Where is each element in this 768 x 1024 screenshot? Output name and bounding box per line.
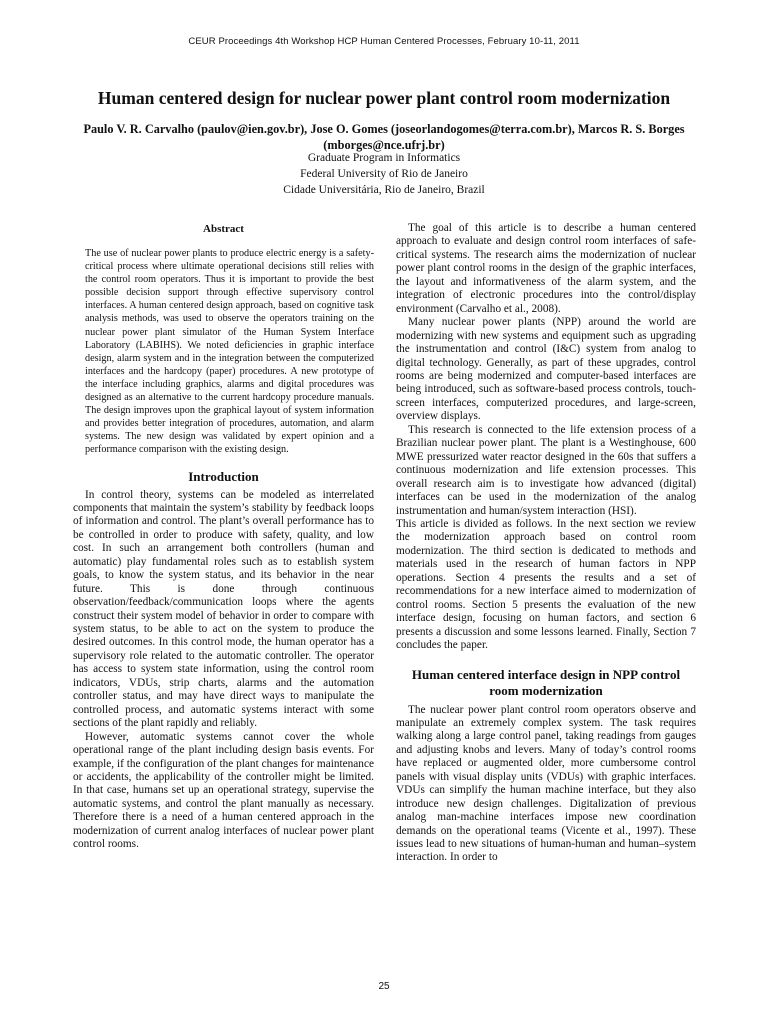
affiliation-location: Cidade Universitária, Rio de Janeiro, Brazil xyxy=(283,184,485,196)
author-list: Paulo V. R. Carvalho (paulov@ien.gov.br), Jose O. Gomes (joseorlandogomes@terra.com.br), Marcos R. S. Borges (mborges@nce.ufrj.br) xyxy=(83,122,685,152)
article-outline-paragraph: This article is divided as follows. In the next section we review the modernization approach based on control room modernization. The third section is dedicated to methods and materials used in the research of human factors in NPP operations. Section 4 presents the results and a set of recommendations for a new interface aimed to modernization of control rooms. Section 5 presents the evaluation of the new interface design, focusing on human factors, and section 6 presents a discussion and some lessons learned. Finally, Section 7 concludes the paper. xyxy=(396,517,696,652)
right-column xyxy=(396,222,696,865)
npp-modernization-paragraph: Many nuclear power plants (NPP) around the world are modernizing with new systems and equipment such as upgrading the instrumentation and control (I&C) system from analog to digital technology. Generally, as part of these upgrades, control rooms are being modernized and computer-based interfaces are being introduced, such as software-based process controls, touch-screen interfaces, computerized procedures, and large-screen, overview displays. xyxy=(396,316,696,423)
introduction-paragraph: In control theory, systems can be modeled as interrelated components that maintain the system’s stability by feedback loops of information and control. The plant’s overall performance has to be controlled in order to produce with safety, quality, and low cost. In such an arrangement both controllers (human and automatic) play fundamental roles such as to establish system goals, to know the system status, and its behavior in the near future. This is done through continuous observation/feedback/communication loops where the agents construct their system model of behavior in order to compare with system status, to be able to act on the system to produce the desired outcomes. In this control mode, the human operator has a supervisory role related to the automatic controller. The operator has access to system state information, using the control room indicators, VDUs, strip charts, alarms and the automation controller status, and may have direct ways to manipulate the controlled process, and automatic systems interact with some sections of the plant rapidly and reliably. xyxy=(73,488,374,730)
affiliation-program: Graduate Program in Informatics xyxy=(307,152,461,164)
running-header: CEUR Proceedings 4th Workshop HCP Human Centered Processes, February 10-11, 2011 xyxy=(188,36,580,47)
abstract-text: The use of nuclear power plants to produce electric energy is a safety-critical process where ultimate operational decisions still relies with the control room operators. Thus it is important to provide the best possible decision support through effective supervisory control interfaces. A human centered design approach, based on cognitive task analysis methods, was used to observe the operators training on the nuclear power plant simulator of the Human System Interface Laboratory (LABIHS). We noted deficiencies in graphic interface design, alarm system and in the integration between the computerized interfaces and the hardcopy (paper) procedures. A new prototype of the interface including graphics, alarms and digital procedures was designed as an alternative to the current hardcopy procedure manuals. The design improves upon the graphical layout of system information and provides better integration of procedures, automation, and alarm systems. The new design was validated by expert opinion and a performance comparison with the existing design. xyxy=(85,248,374,456)
introduction-heading: Introduction xyxy=(188,468,259,484)
control-room-paragraph: The nuclear power plant control room operators observe and manipulate an extremely complex system. The task requires walking along a large control panel, taking readings from gauges and adjusting knobs and levers. Many of today’s control rooms have replaced or augmented older, more cumbersome control panels with visual display units (VDUs) with graphic interfaces. VDUs can simplify the human machine interface, but they also introduce new design challenges. Digitalization of previous analog man-machine interfaces impose new coordination demands on the operational teams (Vicente et al., 1997). These issues lead to new situations of human-human and human–system interaction. In order to xyxy=(396,703,696,864)
page-number: 25 xyxy=(378,981,390,992)
abstract-heading: Abstract xyxy=(203,223,244,235)
affiliation-university: Federal University of Rio de Janeiro xyxy=(300,168,468,180)
goal-paragraph: The goal of this article is to describe a human centered approach to evaluate and design control room interfaces of safe-critical systems. The research aims the modernization of nuclear power plant control rooms in the design of the graphic interfaces, the layout and informativeness of the alarm system, and the integration of electronic procedures into the control/display environment (Carvalho et al., 2008). xyxy=(396,222,696,315)
introduction-paragraph: However, automatic systems cannot cover the whole operational range of the plant including design basis events. For example, if the configuration of the plant changes for maintenance or accidents, the applicability of the controller might be limited. In that case, humans set up an operational strategy, supervise the automatic systems, and control the plant manually as necessary. Therefore there is a need of a human centered approach in the modernization of current analog interfaces of nuclear power plant control rooms. xyxy=(73,730,374,851)
research-context-paragraph: This research is connected to the life extension process of a Brazilian nuclear power plant. The plant is a Westinghouse, 600 MWE pressurized water reactor designed in the 60s that suffers a continuous modernization and life extension processes. This overall research aim is to investigate how advanced (digital) interfaces can be used in the modernization of the analog instrumentation and human/system interaction (HSI). xyxy=(396,423,696,517)
section-heading-hcd-interface: Human centered interface design in NPP control room modernization xyxy=(411,666,681,698)
paper-title: Human centered design for nuclear power plant control room modernization xyxy=(97,88,671,108)
left-column xyxy=(73,222,374,852)
